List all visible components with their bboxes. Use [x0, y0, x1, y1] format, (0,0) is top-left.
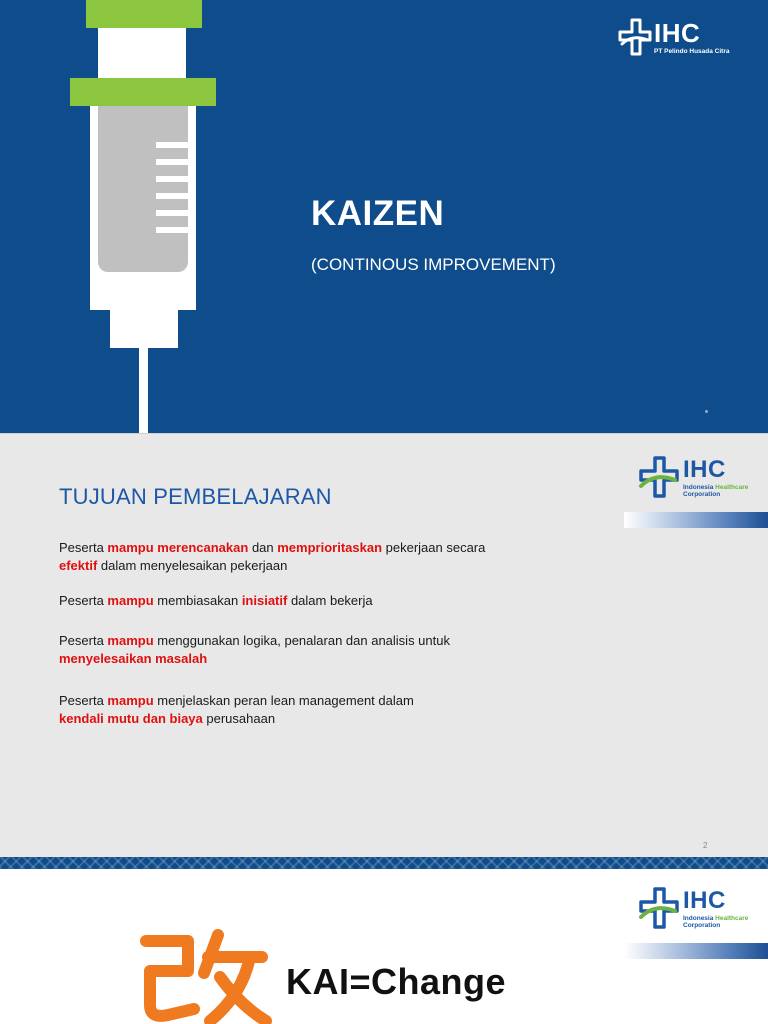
logo-brand: IHC: [654, 18, 701, 48]
logo-brand: IHC: [683, 887, 726, 914]
kanji-kai-glyph: [138, 927, 273, 1024]
slide-learning-objectives: [0, 433, 768, 858]
decorative-dot: [705, 410, 708, 413]
kai-change-text: KAI=Change: [286, 961, 507, 1002]
logo-subtitle: Indonesia Healthcare Corporation: [683, 915, 749, 929]
logo-subtitle: PT Pelindo Husada Citra: [654, 48, 730, 55]
ihc-logo: [618, 18, 758, 66]
ihc-cross-icon: [638, 887, 680, 931]
objective-2: Peserta mampu membiasakan inisiatif dalam bekerja: [59, 593, 373, 608]
slide-kai-change: [0, 869, 768, 1024]
syringe-illustration: [0, 0, 240, 433]
ihc-cross-icon: [618, 18, 652, 58]
slide-divider-pattern: [0, 857, 768, 869]
ihc-logo: [638, 456, 763, 502]
slide-kaizen-title: [0, 0, 768, 433]
objective-1: Peserta mampu merencanakan dan memprioritaskan pekerjaan secara efektif dalam menyelesaikan pekerjaan: [59, 540, 486, 573]
gradient-bar: [624, 943, 768, 959]
slide-title: KAIZEN: [311, 194, 445, 233]
logo-brand: IHC: [683, 456, 726, 483]
page-number: 2: [703, 841, 708, 850]
ihc-cross-icon: [638, 456, 680, 500]
logo-subtitle: Indonesia Healthcare Corporation: [683, 484, 749, 498]
objective-4: Peserta mampu menjelaskan peran lean management dalam kendali mutu dan biaya perusahaan: [59, 693, 414, 726]
objective-3: Peserta mampu menggunakan logika, penalaran dan analisis untuk menyelesaikan masalah: [59, 633, 450, 666]
gradient-bar: [624, 512, 768, 528]
slide-subtitle: (CONTINOUS IMPROVEMENT): [311, 255, 556, 274]
section-heading: TUJUAN PEMBELAJARAN: [59, 484, 332, 509]
ihc-logo: [638, 887, 763, 933]
